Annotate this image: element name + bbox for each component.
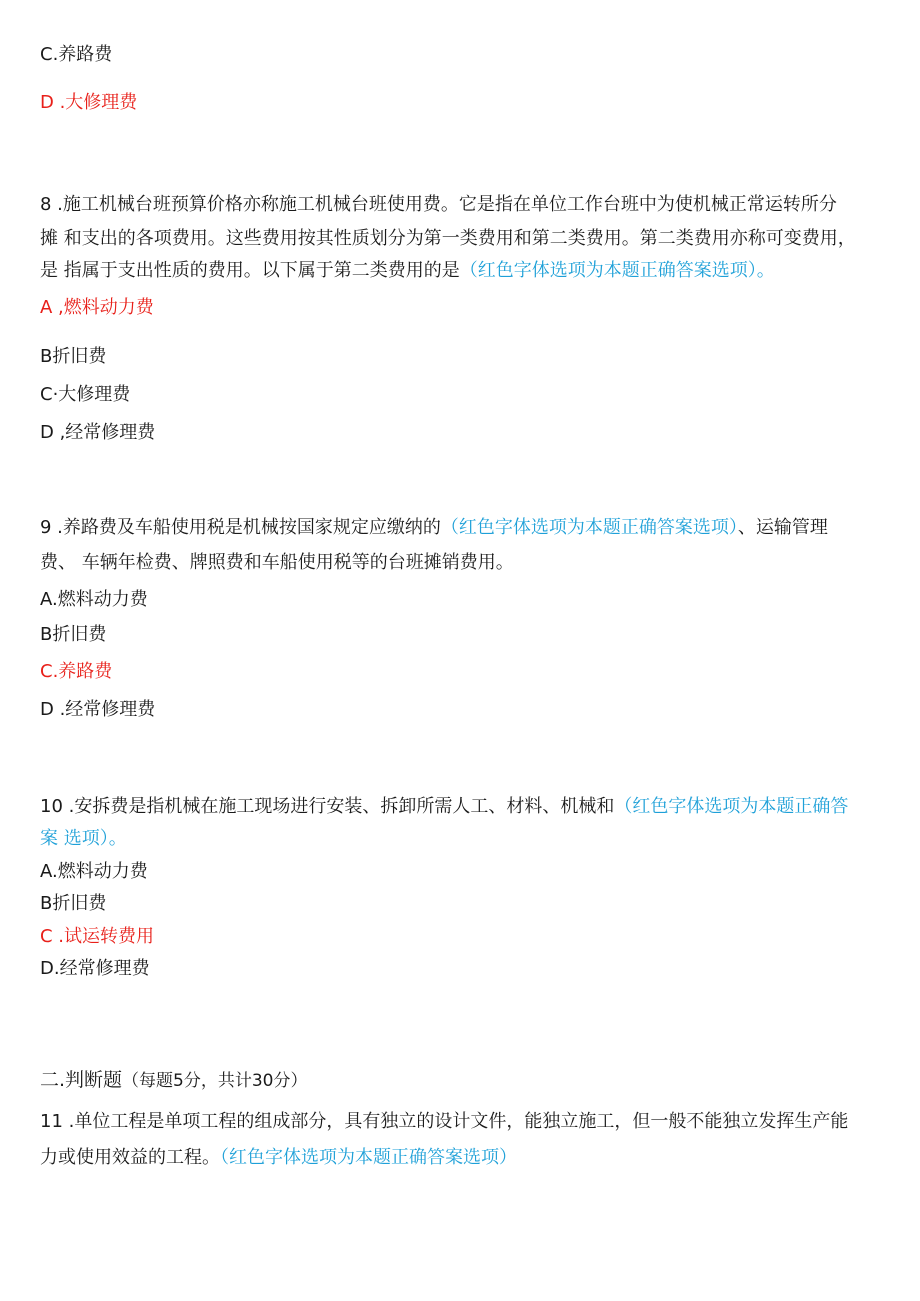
question-9-text-cont: 、运输管理 [737,517,828,538]
question-10-line-2 [40,827,127,851]
answer-hint: （红色字体选项为本题正确答案选项） [459,260,757,281]
question-10-option-d: D.经常修理费 [40,958,150,979]
section-title: 二.判断题 [40,1069,123,1091]
question-9-option-a: A.燃料动力费 [40,589,148,610]
answer-hint: （红色字体选项为本题正确答案选项） [440,517,738,538]
question-8-end: 。 [756,260,775,281]
question-8-line-3 [40,259,775,283]
question-11-line-2 [40,1146,517,1170]
question-8-text: 是 指属于支出性质的费用。以下属于第二类费用的是 [40,260,460,281]
option-d-correct: D .大修理费 [40,92,138,113]
question-11-text: 力或使用效益的工程。 [40,1147,220,1168]
question-8-option-b: B折旧费 [40,346,107,367]
question-10-end: 。 [108,828,127,849]
answer-hint: （红色字体选项为本题正确答案选项） [220,1147,517,1168]
question-9-line-2: 费、 车辆年检费、牌照费和车船使用税等的台班摊销费用。 [40,552,514,573]
question-9-line-1 [40,516,828,540]
section-subtitle: （每题5分，共计30分） [122,1071,308,1091]
answer-hint-part-2: 案 选项） [40,828,109,849]
option-c: C.养路费 [40,44,113,65]
question-9-option-d: D .经常修理费 [40,699,156,720]
question-10-option-b: B折旧费 [40,893,107,914]
section-heading [40,1068,308,1093]
question-8-line-1: 8 .施工机械台班预算价格亦称施工机械台班使用费。它是指在单位工作台班中为使机械正常运转所分 [40,194,837,215]
question-8-line-2: 摊 和支出的各项费用。这些费用按其性质划分为第一类费用和第二类费用。第二类费用亦称可变费用， [40,228,856,249]
question-8-option-a-correct: A ,燃料动力费 [40,297,154,318]
question-10-option-c-correct: C .试运转费用 [40,926,155,947]
question-9-option-c-correct: C.养路费 [40,661,113,682]
question-8-option-c: C·大修理费 [40,384,131,405]
answer-hint-part-1: （红色字体选项为本题正确答 [614,796,849,817]
question-11-line-1: 11 .单位工程是单项工程的组成部分，具有独立的设计文件，能独立施工，但一般不能独立发挥生产能 [40,1111,849,1132]
question-10-text: 10 .安拆费是指机械在施工现场进行安装、拆卸所需人工、材料、机械和 [40,796,615,817]
question-9-text: 9 .养路费及车船使用税是机械按国家规定应缴纳的 [40,517,441,538]
question-8-option-d: D ,经常修理费 [40,422,156,443]
question-10-line-1 [40,795,848,819]
question-10-option-a: A.燃料动力费 [40,861,148,882]
question-9-option-b: B折旧费 [40,624,107,645]
